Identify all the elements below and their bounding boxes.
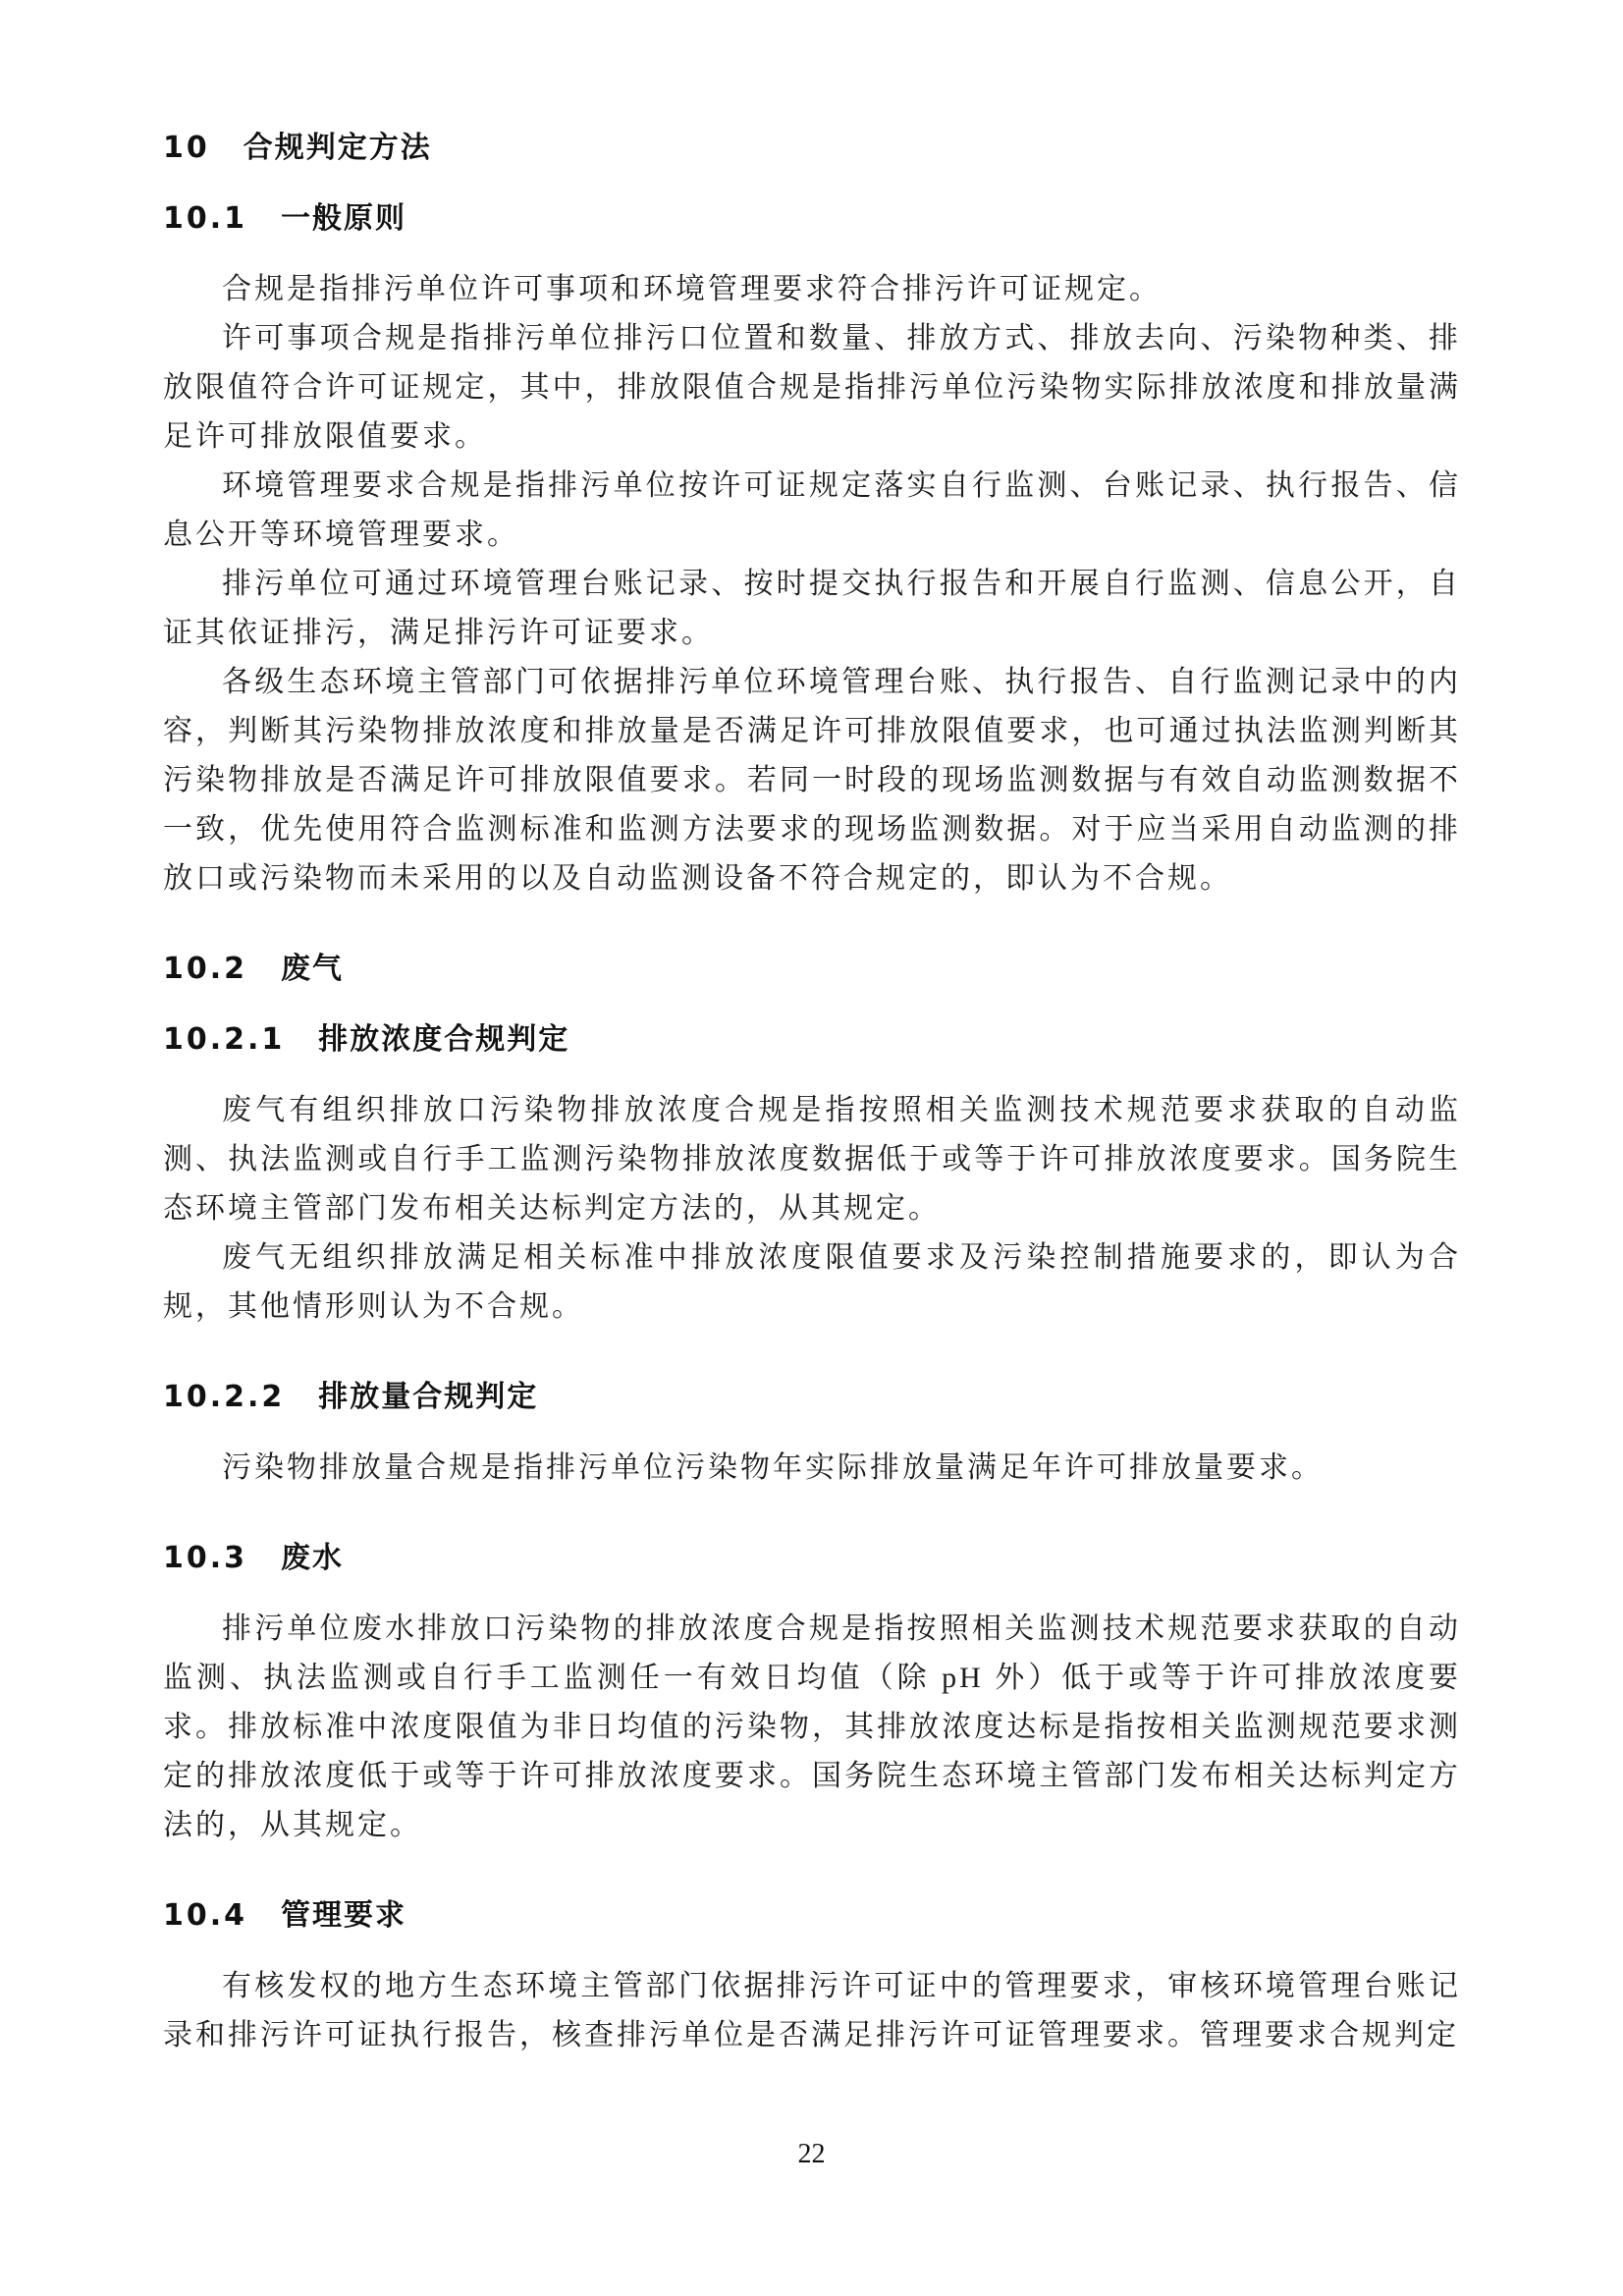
section-number: 10.1 (163, 201, 248, 236)
section-heading-10-2-2 (163, 1373, 1461, 1422)
paragraph: 废气无组织排放满足相关标准中排放浓度限值要求及污染控制措施要求的，即认为合规，其他情形则认为不合规。 (163, 1241, 1461, 1323)
page-number: 22 (797, 2139, 826, 2169)
section-heading-10-2-1 (163, 1015, 1461, 1065)
section-title: 废气 (281, 952, 345, 986)
section-number: 10 (163, 131, 210, 165)
section-heading-10-2 (163, 945, 1461, 994)
paragraph: 有核发权的地方生态环境主管部门依据排污许可证中的管理要求，审核环境管理台账记录和排污许可证执行报告，核查排污单位是否满足排污许可证管理要求。管理要求合规判定 (163, 1970, 1461, 2051)
section-title: 一般原则 (281, 201, 407, 236)
paragraph: 环境管理要求合规是指排污单位按许可证规定落实自行监测、台账记录、执行报告、信息公开等环境管理要求。 (163, 469, 1461, 551)
document-body (163, 124, 1461, 2060)
section-heading-10-1 (163, 194, 1461, 244)
section-heading-10-4 (163, 1891, 1461, 1941)
section-number: 10.3 (163, 1541, 248, 1575)
section-number: 10.4 (163, 1898, 248, 1933)
paragraph: 排污单位可通过环境管理台账记录、按时提交执行报告和开展自行监测、信息公开，自证其依证排污，满足排污许可证要求。 (163, 568, 1461, 649)
section-title: 合规判定方法 (243, 131, 432, 165)
paragraph: 合规是指排污单位许可事项和环境管理要求符合排污许可证规定。 (222, 273, 1162, 305)
section-title: 排放浓度合规判定 (318, 1022, 570, 1057)
section-number: 10.2 (163, 952, 248, 986)
paragraph: 排污单位废水排放口污染物的排放浓度合规是指按照相关监测技术规范要求获取的自动监测、执法监测或自行手工监测任一有效日均值（除 pH 外）低于或等于许可排放浓度要求。排放标准中浓度限值为非日均值的污染物，其排放浓度达标是指按相关监测规范要求测定的排放浓度低于或等于许可排放浓度要求。国务院生态环境主管部门发布相关达标判定方法的，从其规定。 (163, 1613, 1461, 1841)
section-number: 10.2.1 (163, 1022, 286, 1057)
paragraph: 废气有组织排放口污染物排放浓度合规是指按照相关监测技术规范要求获取的自动监测、执法监测或自行手工监测污染物排放浓度数据低于或等于许可排放浓度要求。国务院生态环境主管部门发布相关达标判定方法的，从其规定。 (163, 1094, 1461, 1225)
paragraph: 许可事项合规是指排污单位排污口位置和数量、排放方式、排放去向、污染物种类、排放限值符合许可证规定，其中，排放限值合规是指排污单位污染物实际排放浓度和排放量满足许可排放限值要求。 (163, 322, 1461, 453)
section-title: 废水 (281, 1541, 345, 1575)
section-heading-10 (163, 124, 1461, 173)
paragraph: 污染物排放量合规是指排污单位污染物年实际排放量满足年许可排放量要求。 (222, 1451, 1324, 1484)
section-title: 管理要求 (281, 1898, 407, 1933)
section-heading-10-3 (163, 1534, 1461, 1583)
section-title: 排放量合规判定 (318, 1380, 539, 1414)
paragraph: 各级生态环境主管部门可依据排污单位环境管理台账、执行报告、自行监测记录中的内容，判断其污染物排放浓度和排放量是否满足许可排放限值要求，也可通过执法监测判断其污染物排放是否满足许可排放限值要求。若同一时段的现场监测数据与有效自动监测数据不一致，优先使用符合监测标准和监测方法要求的现场监测数据。对于应当采用自动监测的排放口或污染物而未采用的以及自动监测设备不符合规定的，即认为不合规。 (163, 666, 1461, 895)
section-number: 10.2.2 (163, 1380, 286, 1414)
